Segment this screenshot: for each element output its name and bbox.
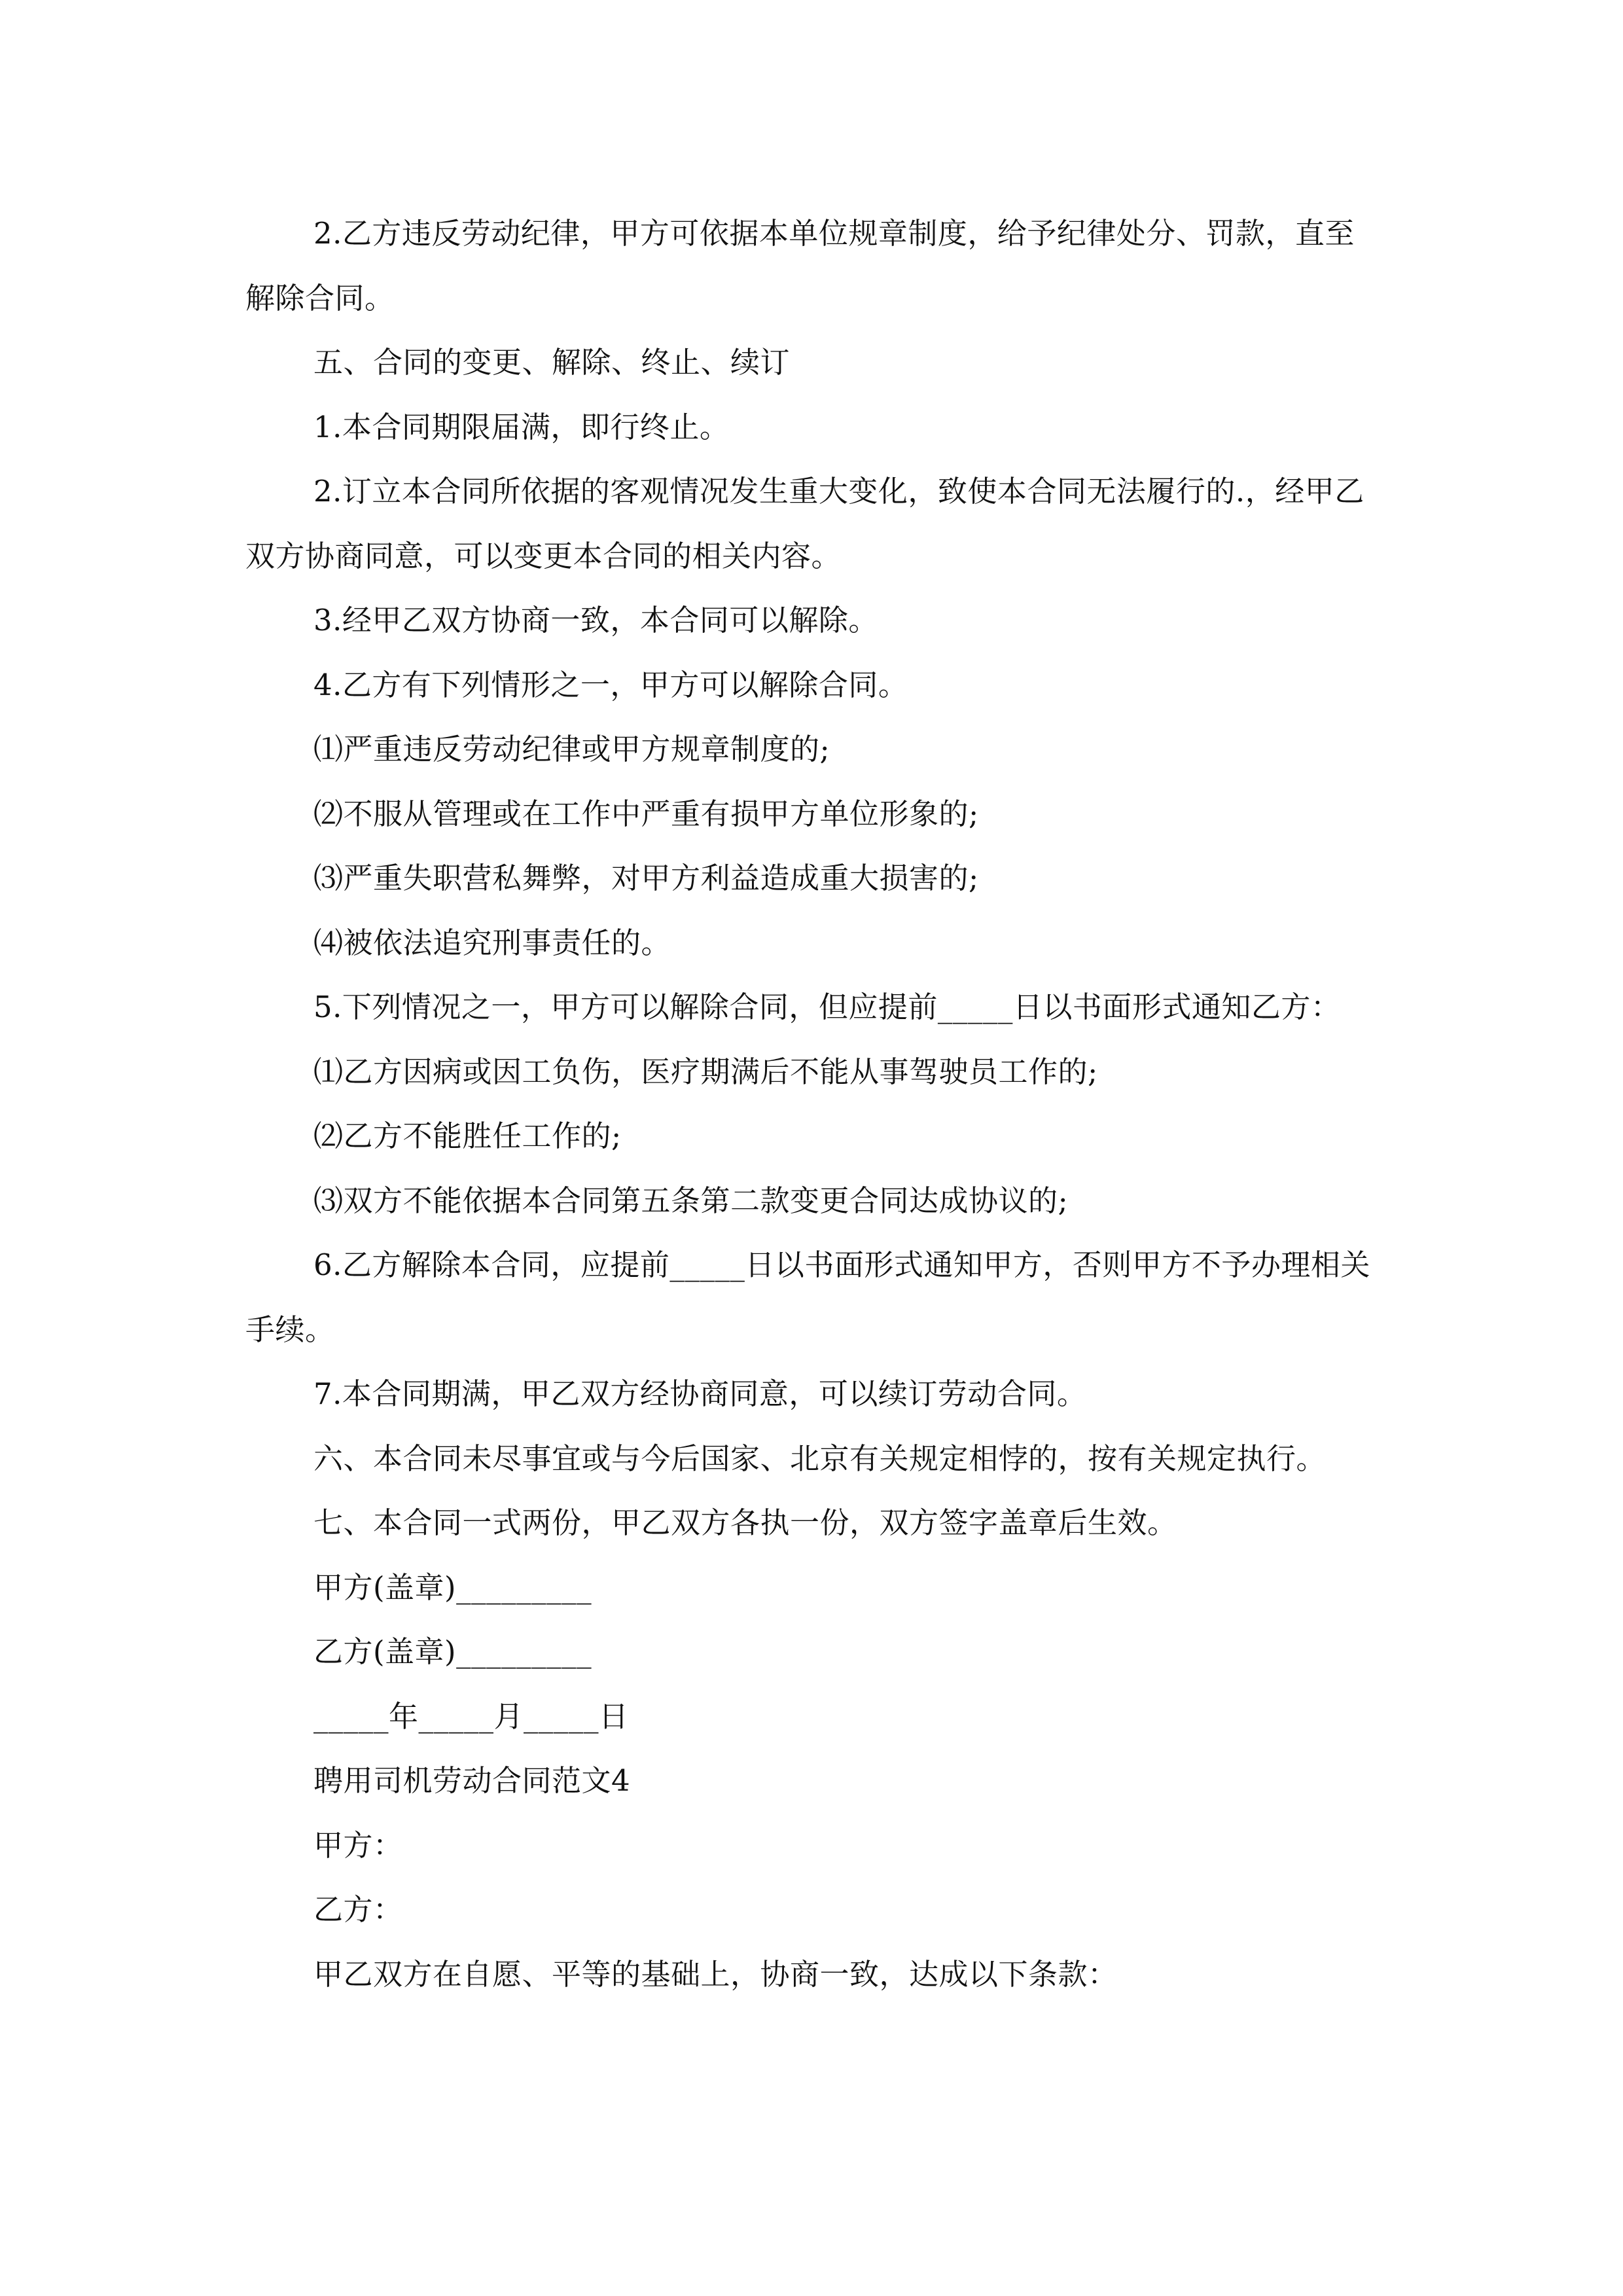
signature-party-a: 甲方(盖章)_________ xyxy=(313,1570,592,1605)
section-heading-7: 七、本合同一式两份，甲乙双方各执一份，双方签字盖章后生效。 xyxy=(313,1505,1177,1540)
paragraph: 5.下列情况之一，甲方可以解除合同，但应提前_____日以书面形式通知乙方： xyxy=(313,990,1341,1024)
signature-date: _____年_____月_____日 xyxy=(313,1698,629,1734)
signature-party-b: 乙方(盖章)_________ xyxy=(313,1634,592,1669)
list-item: ⑶双方不能依据本合同第五条第二款变更合同达成协议的; xyxy=(313,1183,1069,1218)
section-heading-5: 五、合同的变更、解除、终止、续订 xyxy=(313,345,791,380)
list-item: ⑵不服从管理或在工作中严重有损甲方单位形象的; xyxy=(313,796,979,831)
list-item: ⑴乙方因病或因工负伤，医疗期满后不能从事驾驶员工作的; xyxy=(313,1054,1098,1089)
paragraph: 4.乙方有下列情形之一，甲方可以解除合同。 xyxy=(313,667,908,702)
list-item: ⑶严重失职营私舞弊，对甲方利益造成重大损害的; xyxy=(313,861,979,895)
section-heading-6: 六、本合同未尽事宜或与今后国家、北京有关规定相悖的，按有关规定执行。 xyxy=(313,1441,1327,1476)
party-a-line: 甲方： xyxy=(313,1827,403,1863)
paragraph: 2.订立本合同所依据的客观情况发生重大变化，致使本合同无法履行的.，经甲乙双方协商同意，可以变更本合同的相关内容。 xyxy=(245,474,1364,573)
paragraph: 7.本合同期满，甲乙双方经协商同意，可以续订劳动合同。 xyxy=(313,1376,1087,1411)
list-item: ⑷被依法追究刑事责任的。 xyxy=(313,925,671,960)
paragraph: 3.经甲乙双方协商一致，本合同可以解除。 xyxy=(313,603,878,637)
contract-title: 聘用司机劳动合同范文4 xyxy=(313,1763,631,1798)
paragraph-discipline-penalty: 2.乙方违反劳动纪律，甲方可依据本单位规章制度，给予纪律处分、罚款，直至解除合同。 xyxy=(245,216,1355,315)
list-item: ⑴严重违反劳动纪律或甲方规章制度的; xyxy=(313,732,830,766)
paragraph-preamble: 甲乙双方在自愿、平等的基础上，协商一致，达成以下条款： xyxy=(313,1956,1118,1992)
party-b-line: 乙方： xyxy=(313,1892,403,1927)
document-body xyxy=(245,202,1384,2007)
paragraph: 6.乙方解除本合同，应提前_____日以书面形式通知甲方，否则甲方不予办理相关手续。 xyxy=(245,1247,1370,1347)
paragraph: 1.本合同期限届满，即行终止。 xyxy=(313,409,730,444)
list-item: ⑵乙方不能胜任工作的; xyxy=(313,1119,622,1153)
